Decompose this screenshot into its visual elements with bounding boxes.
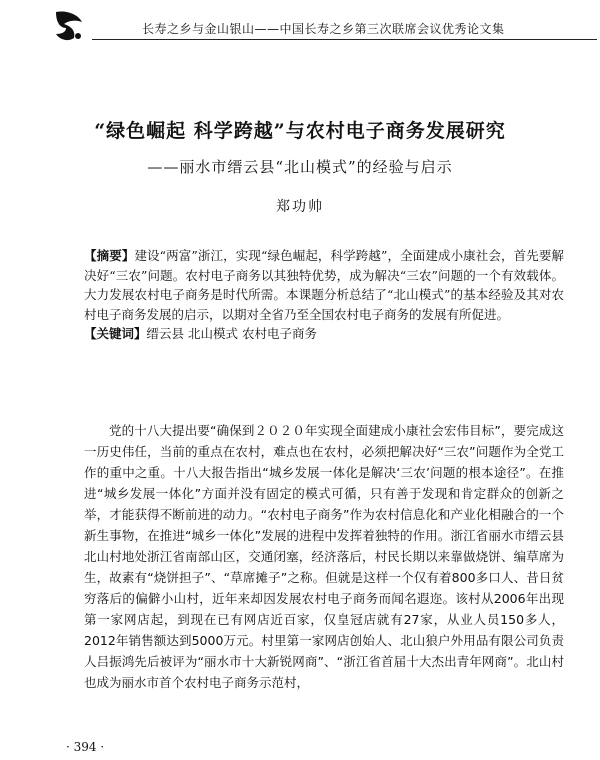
- body-paragraph: 党的十八大提出要“确保到２０２０年实现全面建成小康社会宏伟目标”，要完成这一历史伟任，当前的重点在农村，难点也在农村，必须把解决好“三农”问题作为全党工作的重中之重。十八大报告指出“城乡发展一体化是解决‘三农’问题的根本途径”。在推进“城乡发展一体化”方面并没有固定的模式可循，只有善于发现和肯定群众的创新之举，才能获得不断前进的动力。“农村电子商务”作为农村信息化和产业化相融合的一个新生事物，在推进“城乡一体化”发展的进程中发挥着独特的作用。浙江省丽水市缙云县北山村地处浙江省南部山区，交通闭塞，经济落后，村民长期以来靠做烧饼、编草席为生，故素有“烧饼担子”、“草席摊子”之称。但就是这样一个仅有着800多口人、昔日贫穷落后的偏僻小山村，近年来却因发展农村电子商务而闻名遐迩。该村从2006年出现第一家网店起，到现在已有网店近百家，仅皇冠店就有27家，从业人员150多人，2012年销售额达到5000万元。村里第一家网店创始人、北山狼户外用品有限公司负责人吕振鸿先后被评为“丽水市十大新锐网商”、“浙江省首届十大杰出青年网商”。北山村也成为丽水市首个农村电子商务示范村，: [84, 423, 564, 690]
- header-rule: [92, 39, 597, 40]
- article-subtitle: ——丽水市缙云县“北山模式”的经验与启示: [147, 158, 453, 176]
- journal-logo-icon: [52, 8, 86, 44]
- keywords-label: 【关键词】: [84, 326, 147, 341]
- running-header: [52, 12, 572, 42]
- body-section: [84, 420, 564, 693]
- article-author: 郑功帅: [276, 199, 324, 215]
- abstract-paragraph: [84, 246, 564, 324]
- abstract-text: 建设“两富”浙江，实现“绿色崛起，科学跨越”，全面建成小康社会，首先要解决好“三农”问题。农村电子商务以其独特优势，成为解决“三农”问题的一个有效载体。大力发展农村电子商务是时代所需。本课题分析总结了“北山模式”的基本经验及其对农村电子商务发展的启示，以期对全省乃至全国农村电子商务的发展有所促进。: [84, 248, 564, 322]
- page-number: · 394 ·: [66, 740, 105, 754]
- article-title: “绿色崛起 科学跨越”与农村电子商务发展研究: [94, 120, 506, 142]
- abstract-block: [84, 246, 564, 344]
- keywords-paragraph: [84, 324, 564, 344]
- abstract-label: 【摘要】: [84, 248, 135, 263]
- keywords-text: 缙云县 北山模式 农村电子商务: [146, 326, 317, 341]
- running-title: 长寿之乡与金山银山——中国长寿之乡第三次联席会议优秀论文集: [142, 22, 505, 36]
